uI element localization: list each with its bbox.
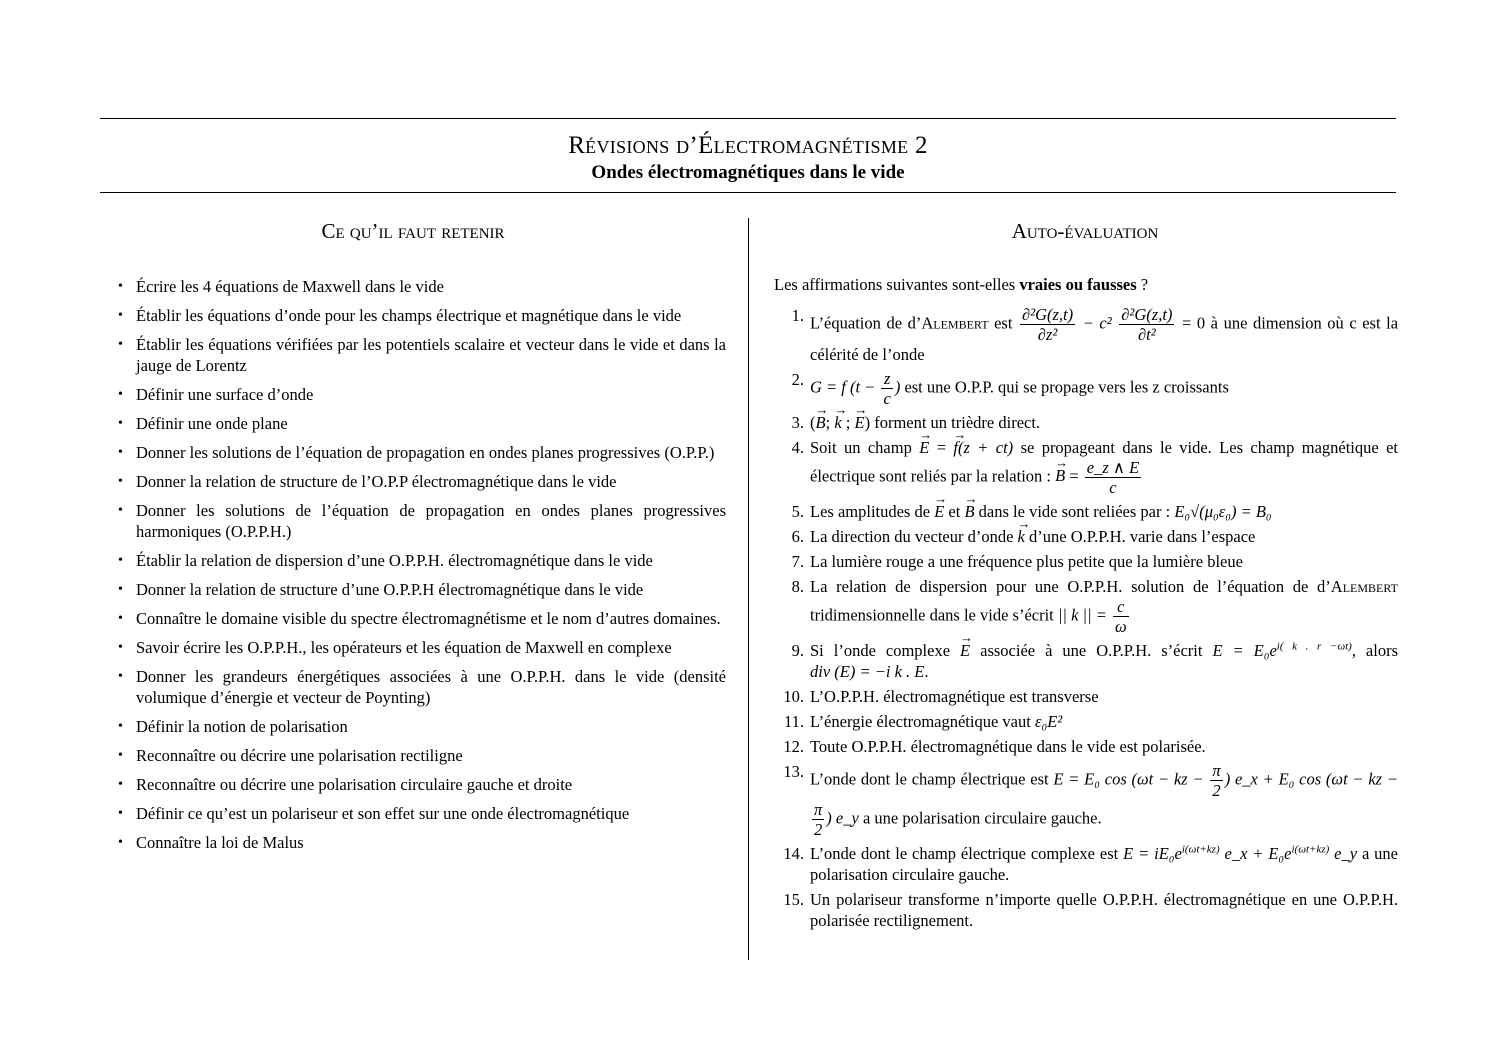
list-item: • Établir la relation de dispersion d’une O.P.P.H. électromagnétique dans le vide <box>118 551 653 570</box>
header <box>100 130 1396 185</box>
question-6: 6. La direction du vecteur d’onde → k d’une O.P.P.H. varie dans l’espace <box>774 526 1398 547</box>
bullet-icon: • <box>118 279 123 294</box>
header-top-rule <box>100 118 1396 119</box>
bullet-icon: • <box>118 669 123 684</box>
list-item: • Donner la relation de structure de l’O.P.P électromagnétique dans le vide <box>118 472 617 491</box>
question-9: 9. Si l’onde complexe → E associée à une O.P.P.H. s’écrit $E = E_0e^{i( k . r -\omega t)}$, alors div (E) = −i k . E. <box>774 640 1398 682</box>
header-bottom-rule <box>100 192 1396 193</box>
list-item: • Reconnaître ou décrire une polarisation circulaire gauche et droite <box>118 775 573 794</box>
bullet-icon: • <box>118 640 123 655</box>
vector-arrow-icon: → E <box>919 437 929 458</box>
bullet-icon: • <box>118 611 123 626</box>
vector-arrow-icon: → E <box>854 412 864 433</box>
fraction: $\frac{z}{c}$ <box>883 369 891 408</box>
vector-arrow-icon: → B <box>816 412 826 433</box>
page-subtitle: Ondes électromagnétiques dans le vide <box>591 162 905 183</box>
fraction: $\frac{\text{∂²G(z,t)}}{\text{∂z²}}$ <box>1022 305 1074 344</box>
vector-arrow-icon: → k <box>834 412 841 433</box>
list-item: • Définir une onde plane <box>118 414 288 433</box>
question-3: 3. (→ B; → k ; → E) forment un trièdre direct. <box>774 412 1398 433</box>
bullet-icon: • <box>118 337 123 352</box>
question-7: 7. La lumière rouge a une fréquence plus petite que la lumière bleue <box>791 552 1243 571</box>
left-column-heading: Ce qu’il faut retenir <box>321 219 505 243</box>
question-13: 13. L’onde dont le champ électrique est E = E₀ cos (ωt − kz − $\frac{\pi}{2}$ ) e_x + E₀ cos (ωt − kz − $\frac{\pi}{2}$ ) e_y a une polarisation circulaire gauche. <box>783 761 1399 839</box>
question-14: 14. L’onde dont le champ électrique complexe est $E = iE_0e^{i(\omega t+kz)}$ e_x + $E_0e^{i(\omega t+kz)}$ e_y a une polarisation circulaire gauche. <box>783 843 1398 884</box>
fraction: $\frac{e\_z \wedge E}{c}$ <box>1086 458 1140 497</box>
list-item: • Établir les équations d’onde pour les champs électrique et magnétique dans le vide <box>118 306 682 325</box>
question-2: 2. G = f (t − $\frac{z}{c}$ ) est une O.P.P. qui se propage vers les z croissants <box>791 369 1229 408</box>
bullet-icon: • <box>118 582 123 597</box>
right-column <box>774 274 1398 935</box>
question-4: 4. Soit un champ → E = → f(z + ct) se propageant dans le vide. Les champ magnétique et électrique sont reliés par la relation : → B = $\frac{e\_z \wedge E}{c}$ <box>774 437 1398 497</box>
objectives-list <box>116 276 726 853</box>
column-divider <box>748 218 749 960</box>
list-item: • Établir les équations vérifiées par les potentiels scalaire et vecteur dans le vide et dans la jauge de Lorentz <box>118 335 726 375</box>
bullet-icon: • <box>118 748 123 763</box>
question-11: 11. L’énergie électromagnétique vaut ε₀E² <box>783 712 1063 731</box>
bullet-icon: • <box>118 474 123 489</box>
list-item: • Définir une surface d’onde <box>118 385 314 404</box>
list-item: • Écrire les 4 équations de Maxwell dans le vide <box>118 277 444 296</box>
bullet-icon: • <box>118 416 123 431</box>
list-item: • Reconnaître ou décrire une polarisation rectiligne <box>118 746 463 765</box>
vector-arrow-icon: → E <box>960 640 970 661</box>
question-1: 1. L’équation de d’Alembert est $\frac{\text{∂²G(z,t)}}{\text{∂z²}}$ − c² $\frac{\text{∂²G(z,t)}}{\text{∂t²}}$ = 0 à une dimension où c est la célérité de l’onde <box>791 305 1399 364</box>
vector-arrow-icon: → f <box>953 437 958 458</box>
question-8: 8. La relation de dispersion pour une O.P.P.H. solution de l’équation de d’Alembert tridimensionnelle dans le vide s’écrit || k || = $\frac{c}{\omega}$ <box>791 577 1398 636</box>
bullet-icon: • <box>118 806 123 821</box>
bullet-icon: • <box>118 387 123 402</box>
vector-arrow-icon: → k <box>1018 526 1025 547</box>
list-item: • Définir la notion de polarisation <box>118 717 348 736</box>
bullet-icon: • <box>118 719 123 734</box>
vector-arrow-icon: → B <box>1055 465 1065 486</box>
list-item: • Savoir écrire les O.P.P.H., les opérateurs et les équation de Maxwell en complexe <box>118 638 672 657</box>
bullet-icon: • <box>118 503 123 518</box>
bullet-icon: • <box>118 308 123 323</box>
list-item: • Donner la relation de structure d’une O.P.P.H électromagnétique dans le vide <box>118 580 644 599</box>
list-item: • Connaître le domaine visible du spectre électromagnétisme et le nom d’autres domaines. <box>118 609 721 628</box>
vector-arrow-icon: → E <box>934 501 944 522</box>
vector-arrow-icon: → B <box>964 501 974 522</box>
question-list <box>774 305 1398 931</box>
question-10: 10. L’O.P.P.H. électromagnétique est transverse <box>783 687 1099 706</box>
fraction: $\frac{c}{\omega}$ <box>1115 597 1127 636</box>
list-item: • Définir ce qu’est un polariseur et son effet sur une onde électromagnétique <box>118 804 630 823</box>
question-15: 15. Un polariseur transforme n’importe quelle O.P.P.H. électromagnétique en une O.P.P.H. polarisée rectilignement. <box>783 890 1398 930</box>
intro-text: Les affirmations suivantes sont-elles vraies ou fausses ? <box>774 275 1149 294</box>
bullet-icon: • <box>118 445 123 460</box>
fraction: $\frac{\text{∂²G(z,t)}}{\text{∂t²}}$ <box>1121 305 1173 344</box>
list-item: • Donner les grandeurs énergétiques associées à une O.P.P.H. dans le vide (densité volumique d’énergie et vecteur de Poynting) <box>118 667 726 707</box>
page-title: Révisions d’Électromagnétisme 2 <box>568 132 928 159</box>
bullet-icon: • <box>118 777 123 792</box>
list-item: • Connaître la loi de Malus <box>118 833 304 852</box>
list-item: • Donner les solutions de l’équation de propagation en ondes planes progressives (O.P.P.) <box>118 443 715 462</box>
question-5: 5. Les amplitudes de → E et → B dans le vide sont reliées par : E₀√(μ₀ε₀) = B₀ <box>774 501 1398 522</box>
question-12: 12. Toute O.P.P.H. électromagnétique dans le vide est polarisée. <box>783 737 1206 756</box>
left-column <box>116 276 726 861</box>
fraction: $\frac{\pi}{2}$ <box>814 800 823 839</box>
list-item: • Donner les solutions de l’équation de propagation en ondes planes progressives harmoniques (O.P.P.H.) <box>118 501 726 541</box>
bullet-icon: • <box>118 835 123 850</box>
fraction: $\frac{\pi}{2}$ <box>1212 761 1221 800</box>
bullet-icon: • <box>118 553 123 568</box>
right-column-heading: Auto-évaluation <box>1011 219 1159 243</box>
